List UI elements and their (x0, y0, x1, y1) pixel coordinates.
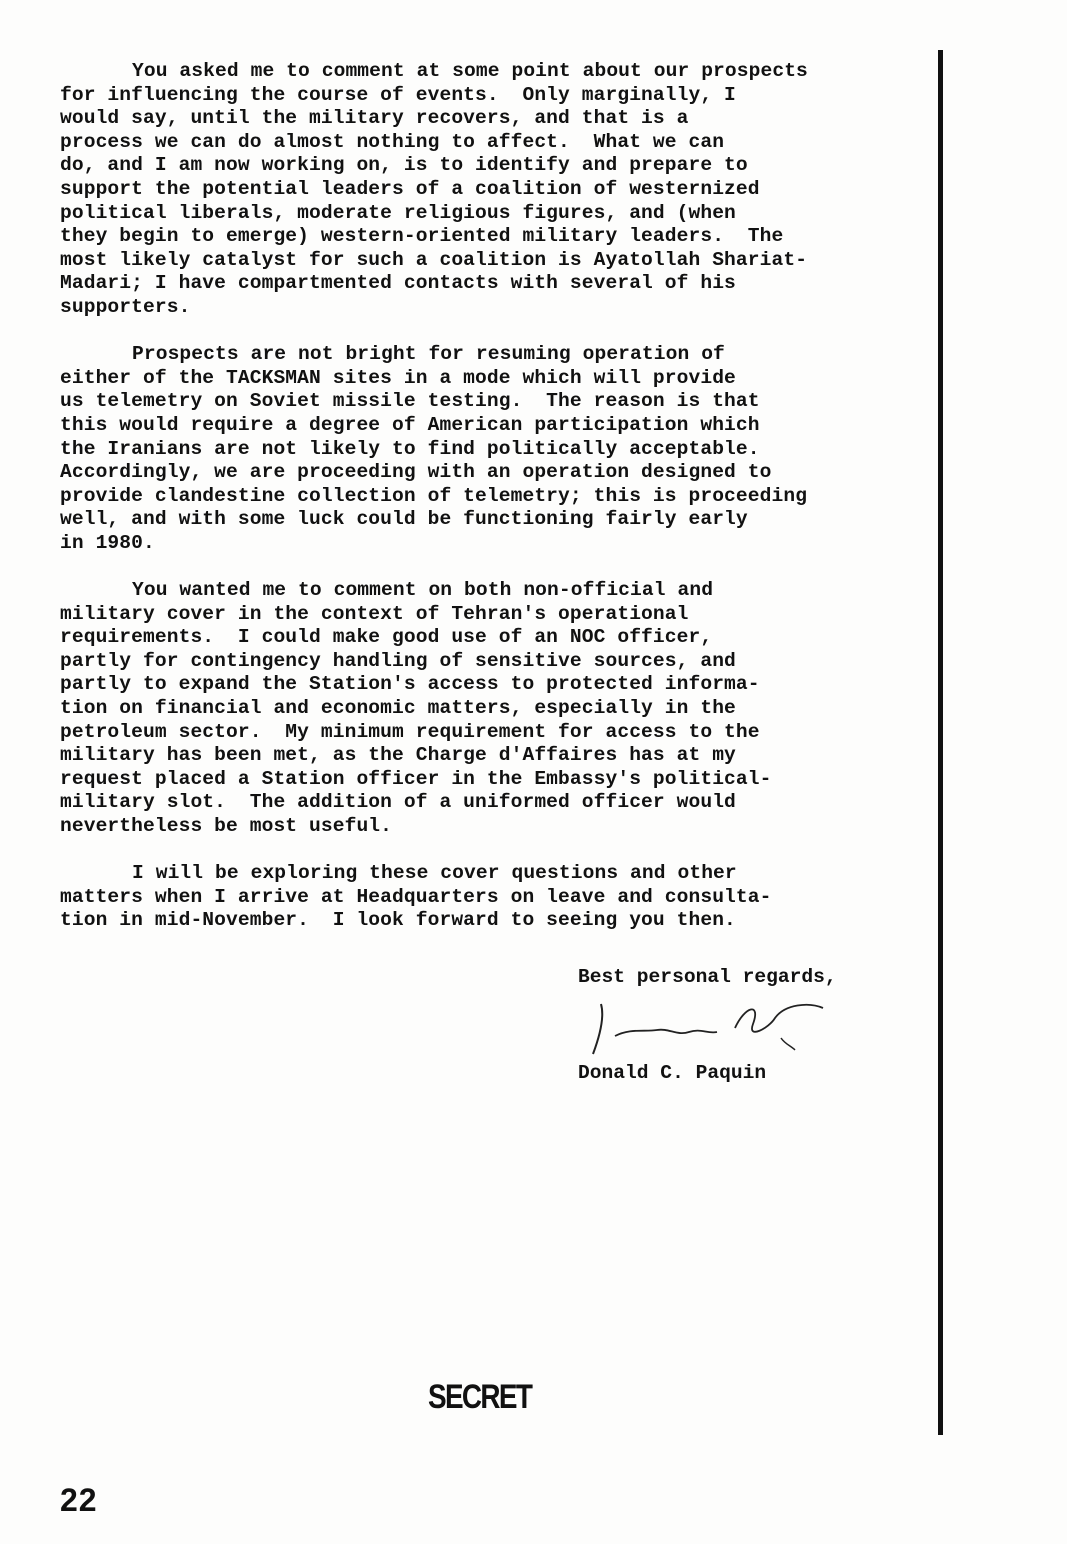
text-line: political liberals, moderate religious figures, and (when (60, 201, 736, 224)
text-line: partly for contingency handling of sensitive sources, and (60, 649, 736, 672)
paragraph-cover (60, 579, 940, 839)
text-line: matters when I arrive at Headquarters on leave and consulta- (60, 885, 772, 908)
paragraph-headquarters (60, 862, 940, 933)
text-line: request placed a Station officer in the Embassy's political- (60, 767, 772, 790)
signature-image (585, 998, 835, 1060)
text-line: do, and I am now working on, is to identify and prepare to (60, 154, 748, 177)
text-line: Prospects are not bright for resuming operation of (132, 343, 725, 366)
text-line: nevertheless be most useful. (60, 815, 393, 837)
text-line: military cover in the context of Tehran's operational (60, 602, 689, 625)
text-line: they begin to emerge) western-oriented military leaders. The (60, 225, 784, 248)
text-line: this would require a degree of American participation which (60, 413, 760, 436)
text-line: Accordingly, we are proceeding with an operation designed to (60, 461, 772, 484)
text-line: either of the TACKSMAN sites in a mode which will provide (60, 366, 736, 389)
text-line: You wanted me to comment on both non-official and (132, 579, 714, 602)
text-line: You asked me to comment at some point about our prospects (132, 60, 808, 82)
letter-body (60, 60, 940, 957)
text-line: military has been met, as the Charge d'Affaires has at my (60, 744, 736, 767)
text-line: supporters. (60, 295, 191, 318)
text-line: provide clandestine collection of telemetry; this is proceeding (60, 484, 808, 507)
text-line: for influencing the course of events. Only marginally, I (60, 83, 736, 106)
text-line: would say, until the military recovers, and that is a (60, 107, 689, 130)
text-line: Madari; I have compartmented contacts with several of his (60, 272, 736, 295)
text-line: I will be exploring these cover questions and other (132, 862, 737, 885)
text-line: petroleum sector. My minimum requirement for access to the (60, 720, 760, 743)
text-line: requirements. I could make good use of an NOC officer, (60, 626, 713, 649)
closing-salutation: Best personal regards, (578, 966, 837, 988)
paragraph-telemetry (60, 343, 940, 555)
text-line: in 1980. (60, 531, 155, 554)
page-number: 22 (60, 1482, 98, 1518)
text-line: well, and with some luck could be functioning fairly early (60, 508, 748, 531)
text-line: process we can do almost nothing to affect. What we can (60, 130, 725, 153)
text-line: tion on financial and economic matters, especially in the (60, 697, 736, 720)
text-line: us telemetry on Soviet missile testing. The reason is that (60, 390, 760, 413)
signer-name: Donald C. Paquin (578, 1062, 767, 1084)
classification-marking: SECRET (428, 1378, 532, 1416)
text-line: tion in mid-November. I look forward to seeing you then. (60, 909, 736, 932)
text-line: support the potential leaders of a coalition of westernized (60, 177, 760, 200)
text-line: military slot. The addition of a uniformed officer would (60, 791, 736, 814)
paragraph-prospects-influence (60, 60, 940, 320)
text-line: the Iranians are not likely to find politically acceptable. (60, 437, 760, 460)
text-line: partly to expand the Station's access to protected informa- (60, 673, 760, 696)
text-line: most likely catalyst for such a coalition is Ayatollah Shariat- (60, 248, 808, 271)
